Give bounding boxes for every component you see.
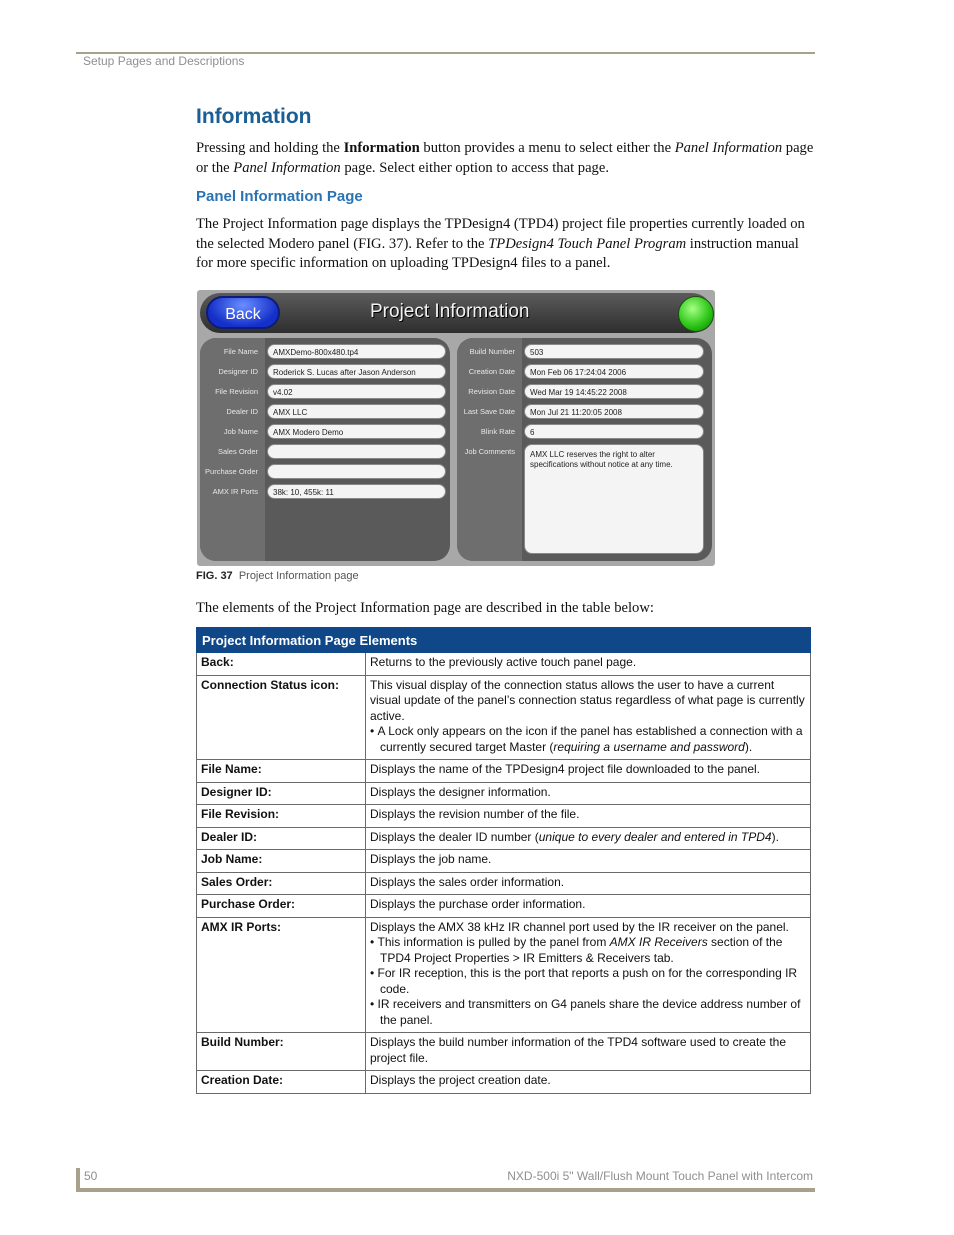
- document-title: NXD-500i 5" Wall/Flush Mount Touch Panel with Intercom: [507, 1169, 813, 1183]
- field-purchase-order: [267, 464, 446, 479]
- label-job-name: Job Name: [223, 427, 258, 436]
- label-purchase-order: Purchase Order: [205, 467, 258, 476]
- project-information-screenshot: [197, 290, 715, 566]
- label-creation-date: Creation Date: [468, 367, 515, 376]
- running-header: Setup Pages and Descriptions: [83, 54, 245, 68]
- description-paragraph: The Project Information page displays the TPDesign4 (TPD4) project file properties currently loaded on the selected Modero panel (FIG. 37). Refer to the TPDesign4 Touch Panel Program instruction manual for more specific information on uploading TPDesign4 files to a panel.: [196, 216, 805, 271]
- table-row: File Revision: Displays the revision number of the file.: [197, 805, 811, 828]
- table-title: Project Information Page Elements: [197, 628, 811, 653]
- field-file-revision: v4.02: [267, 384, 446, 399]
- table-row: Connection Status icon: This visual display of the connection status allows the user to have a current visual update of the panel’s connection status regardless of what page is currently active. • A Lock only appears on the icon if the panel has established a connection with a currently secured target Master (requiring a username and password).: [197, 675, 811, 760]
- label-dealer-id: Dealer ID: [226, 407, 258, 416]
- field-designer-id: Roderick S. Lucas after Jason Anderson: [267, 364, 446, 379]
- table-intro: The elements of the Project Information page are described in the table below:: [196, 600, 654, 616]
- table-row: Sales Order: Displays the sales order information.: [197, 872, 811, 895]
- field-blink-rate: 6: [524, 424, 704, 439]
- panel-right-group: [457, 338, 712, 561]
- section-heading: Information: [196, 105, 312, 128]
- elements-table: [196, 627, 811, 1094]
- footer-rule: [76, 1188, 815, 1192]
- label-file-name: File Name: [223, 347, 258, 356]
- subsection-heading: Panel Information Page: [196, 188, 363, 205]
- label-blink-rate: Blink Rate: [480, 427, 515, 436]
- table-row: Creation Date: Displays the project creation date.: [197, 1071, 811, 1094]
- label-amx-ir-ports: AMX IR Ports: [212, 487, 258, 496]
- label-revision-date: Revision Date: [468, 387, 515, 396]
- field-dealer-id: AMX LLC: [267, 404, 446, 419]
- label-job-comments: Job Comments: [464, 447, 515, 456]
- field-build-number: 503: [524, 344, 704, 359]
- table-row: Purchase Order: Displays the purchase order information.: [197, 895, 811, 918]
- panel-title-bar: [200, 293, 712, 333]
- field-creation-date: Mon Feb 06 17:24:04 2006: [524, 364, 704, 379]
- intro-paragraph: Pressing and holding the Information button provides a menu to select either the Panel Information page or the Panel Information page. Select either option to access that page.: [196, 140, 814, 176]
- table-row: Back: Returns to the previously active touch panel page.: [197, 653, 811, 676]
- panel-left-group: [200, 338, 450, 561]
- back-button[interactable]: Back: [206, 296, 280, 329]
- table-row: File Name: Displays the name of the TPDesign4 project file downloaded to the panel.: [197, 760, 811, 783]
- label-file-revision: File Revision: [215, 387, 258, 396]
- table-row: AMX IR Ports: Displays the AMX 38 kHz IR channel port used by the IR receiver on the panel. • This information is pulled by the panel from AMX IR Receivers section of the TPD4 Project Properties > IR Emitters & Receivers tab. • For IR reception, this is the port that reports a push on for the corresponding IR code. • IR receivers and transmitters on G4 panels share the device address number of the panel.: [197, 917, 811, 1033]
- label-sales-order: Sales Order: [217, 447, 258, 456]
- field-file-name: AMXDemo-800x480.tp4: [267, 344, 446, 359]
- panel-title: Project Information: [370, 301, 530, 322]
- table-row: Build Number: Displays the build number information of the TPD4 software used to create the project file.: [197, 1033, 811, 1071]
- table-row: Job Name: Displays the job name.: [197, 850, 811, 873]
- field-job-comments: AMX LLC reserves the right to alter specifications without notice at any time.: [524, 444, 704, 554]
- label-designer-id: Designer ID: [218, 367, 258, 376]
- field-last-save-date: Mon Jul 21 11:20:05 2008: [524, 404, 704, 419]
- label-last-save-date: Last Save Date: [463, 407, 515, 416]
- connection-status-icon[interactable]: [678, 296, 714, 332]
- field-sales-order: [267, 444, 446, 459]
- label-build-number: Build Number: [469, 347, 515, 356]
- table-row: Dealer ID: Displays the dealer ID number (unique to every dealer and entered in TPD4).: [197, 827, 811, 850]
- field-amx-ir-ports: 38k: 10, 455k: 11: [267, 484, 446, 499]
- field-job-name: AMX Modero Demo: [267, 424, 446, 439]
- page-number: 50: [84, 1169, 98, 1183]
- figure-caption: FIG. 37 Project Information page: [196, 570, 359, 582]
- field-revision-date: Wed Mar 19 14:45:22 2008: [524, 384, 704, 399]
- table-row: Designer ID: Displays the designer information.: [197, 782, 811, 805]
